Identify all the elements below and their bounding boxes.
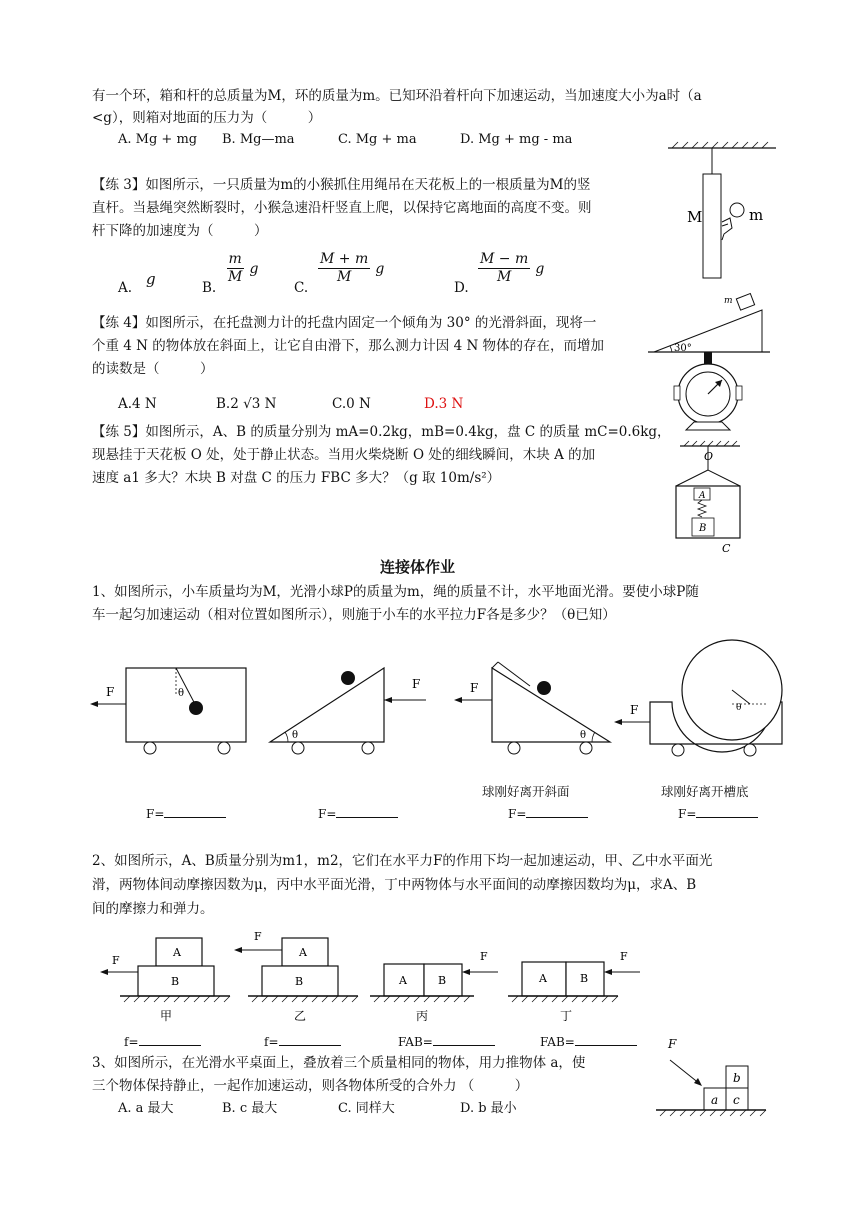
hw-p2-label-bing: 丙 (416, 1009, 429, 1023)
q3-option-b-fraction (226, 251, 258, 286)
hw-p3-line-2: 三个物体保持静止，一起作加速运动，则各物体所受的合外力 （ ） (92, 1078, 529, 1094)
q4-option-d: D.3 N (424, 396, 464, 412)
hw-p2-bing-B: B (438, 974, 447, 987)
q3-option-d-fraction (478, 251, 544, 286)
hw-p2-answer-ding: FAB= (540, 1034, 637, 1049)
hw-p1-answer-1: F= (146, 806, 226, 821)
q3-option-c-fraction (318, 251, 384, 286)
hw-p2-answer-bing: FAB= (398, 1034, 495, 1049)
hw-p2-ding-A: A (539, 972, 547, 985)
hw-p1-line-1: 1、如图所示，小车质量均为M，光滑小球P的质量为m，绳的质量不计，水平地面光滑。要使小球P随 (92, 584, 699, 600)
hw-p2-line-2: 滑，两物体间动摩擦因数为μ，丙中水平面光滑，丁中两物体与水平面间的动摩擦因数均为μ，求A、B (92, 877, 697, 893)
q5-line-2: 现悬挂于天花板 O 处，处于静止状态。当用火柴烧断 O 处的细线瞬间，木块 A 的加 (92, 447, 596, 463)
hw-p1-cart-figures (86, 640, 846, 760)
q3-option-b-label: B. (202, 280, 217, 296)
q3-option-a-value: g (146, 270, 156, 288)
q4-option-a: A.4 N (118, 396, 157, 412)
hw-p2-bing-F: F (480, 950, 488, 963)
intro-option-c: C. Mg + ma (338, 132, 417, 147)
q3-line-1: 【练 3】如图所示，一只质量为m的小猴抓住用绳吊在天花板上的一根质量为M的竖 (92, 177, 591, 193)
q5-figure-label-A: A (699, 491, 706, 501)
q3-option-d-g: g (535, 261, 545, 277)
hw-p2-yi-A: A (299, 946, 307, 959)
q3-figure-label-M: M (687, 208, 703, 226)
q4-line-2: 个重 4 N 的物体放在斜面上，让它自由滑下，那么测力计因 4 N 物体的存在，而增加 (92, 338, 605, 354)
hw-p1-answer-4: F= (678, 806, 758, 821)
q3-option-b-denominator: M (228, 269, 243, 285)
q3-option-d-numerator: M − m (480, 251, 529, 267)
intro-option-a: A. Mg + mg (118, 132, 198, 147)
hw-p1-fig1-F: F (106, 685, 115, 699)
hw-p3-b: b (733, 1071, 741, 1085)
hw-p1-fig2-theta: θ (292, 730, 299, 741)
q5-line-1: 【练 5】如图所示，A、B 的质量分别为 mA=0.2kg，mB=0.4kg，盘 C 的质量 mC=0.6kg， (92, 424, 671, 440)
hw-p2-label-yi: 乙 (294, 1009, 307, 1023)
intro-line-1: 有一个环，箱和杆的总质量为M，环的质量为m。已知环沿着杆向下加速运动，当加速度大小为a时（a (92, 88, 702, 104)
hw-p1-figure-1 (90, 668, 246, 754)
hw-p2-line-3: 间的摩擦力和弹力。 (92, 901, 214, 917)
q4-option-c: C.0 N (332, 396, 371, 412)
q4-line-3: 的读数是（ ） (92, 361, 214, 377)
hw-p2-jia-B: B (171, 975, 180, 988)
hw-p2-block-figures (90, 926, 650, 1026)
hw-p3-option-d: D. b 最小 (460, 1101, 517, 1116)
q4-line-1: 【练 4】如图所示，在托盘测力计的托盘内固定一个倾角为 30° 的光滑斜面，现将一 (92, 315, 597, 331)
q3-option-c-label: C. (294, 280, 309, 296)
q4-figure-angle: 30° (674, 343, 692, 354)
hw-p3-line-1: 3、如图所示，在光滑水平桌面上，叠放着三个质量相同的物体，用力推物体 a，使 (92, 1055, 586, 1071)
hw-p2-bing-A: A (399, 974, 407, 987)
hw-p2-yi-F: F (254, 930, 262, 943)
intro-line-2: <g），则箱对地面的压力为（ ） (92, 110, 322, 126)
q5-figure-label-C: C (722, 542, 731, 555)
hw-p3-F: F (668, 1037, 677, 1051)
q3-option-c-denominator: M (336, 269, 352, 285)
q3-option-d-label: D. (454, 280, 469, 296)
hw-p1-caption-4: 球刚好离开槽底 (661, 784, 749, 799)
hw-p2-answer-jia: f= (124, 1034, 201, 1049)
hw-p1-fig4-theta: θ (736, 703, 742, 713)
hw-p1-answer-3: F= (508, 806, 588, 821)
hw-p2-answer-yi: f= (264, 1034, 341, 1049)
hw-p1-fig2-F: F (412, 677, 421, 691)
q5-suspended-box-figure (662, 440, 762, 560)
hw-p1-fig3-theta: θ (580, 730, 587, 741)
hw-p3-option-b: B. c 最大 (222, 1101, 278, 1116)
hw-p2-label-ding: 丁 (560, 1009, 573, 1023)
q5-figure-label-O: O (704, 450, 714, 463)
hw-p2-ding-F: F (620, 950, 628, 963)
hw-p2-figure-yi (234, 930, 358, 1023)
intro-option-d: D. Mg + mg - ma (460, 132, 573, 147)
q3-figure-label-m: m (749, 206, 764, 224)
hw-p1-line-2: 车一起匀加速运动（相对位置如图所示），则施于小车的水平拉力F各是多少？（θ已知） (92, 607, 616, 623)
q4-incline-scale-figure (646, 288, 776, 438)
hw-p2-figure-bing (370, 950, 498, 1023)
q5-line-3: 速度 a1 多大？木块 B 对盘 C 的压力 FBC 多大？（g 取 10m/s²） (92, 470, 501, 486)
hw-p2-jia-A: A (173, 946, 181, 959)
q3-option-d-denominator: M (496, 269, 512, 285)
q3-monkey-rod-figure (660, 140, 790, 285)
hw-p1-fig3-F: F (470, 681, 479, 695)
homework-title: 连接体作业 (380, 558, 456, 576)
q4-option-b: B.2 √3 N (216, 396, 277, 412)
hw-p3-c: c (733, 1093, 740, 1107)
hw-p1-figure-2 (270, 668, 426, 754)
q3-line-3: 杆下降的加速度为（ ） (92, 223, 268, 239)
hw-p2-figure-ding (508, 950, 640, 1023)
q3-option-c-g: g (375, 261, 385, 277)
q5-figure-label-B: B (699, 523, 707, 534)
q3-option-a-label: A. (118, 280, 133, 296)
q3-option-c-numerator: M + m (320, 251, 369, 267)
q3-line-2: 直杆。当悬绳突然断裂时，小猴急速沿杆竖直上爬，以保持它离地面的高度不变。则 (92, 200, 592, 216)
q3-option-b-g: g (249, 261, 259, 277)
hw-p1-fig4-F: F (630, 703, 639, 717)
q4-figure-label-m: m (724, 296, 733, 306)
q3-option-b-numerator: m (228, 251, 242, 267)
hw-p2-yi-B: B (295, 975, 304, 988)
hw-p2-jia-F: F (112, 954, 120, 967)
hw-p3-stacked-blocks-figure (652, 1036, 772, 1122)
hw-p1-figure-4 (614, 640, 782, 756)
hw-p2-line-1: 2、如图所示，A、B质量分别为m1，m2，它们在水平力F的作用下均一起加速运动，甲、乙中水平面光 (92, 853, 713, 869)
hw-p1-caption-3: 球刚好离开斜面 (482, 784, 570, 799)
hw-p1-answer-2: F= (318, 806, 398, 821)
hw-p2-ding-B: B (580, 972, 589, 985)
hw-p3-option-c: C. 同样大 (338, 1101, 395, 1116)
hw-p2-label-jia: 甲 (160, 1009, 173, 1023)
hw-p1-fig1-theta: θ (178, 688, 185, 699)
hw-p1-figure-3 (454, 662, 610, 754)
hw-p3-a: a (711, 1093, 719, 1107)
hw-p2-figure-jia (100, 938, 230, 1023)
hw-p3-option-a: A. a 最大 (118, 1101, 174, 1116)
intro-option-b: B. Mg—ma (222, 132, 295, 147)
